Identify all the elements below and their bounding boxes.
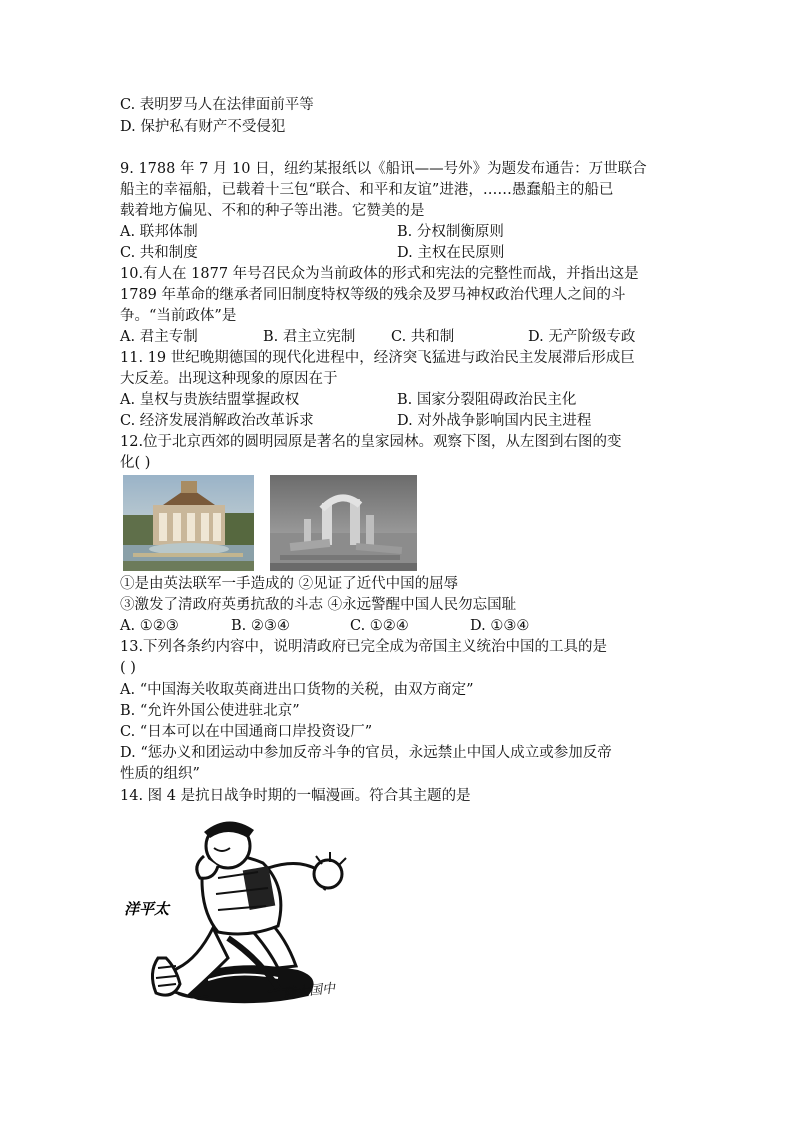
q10-option-c: C. 共和制 bbox=[391, 329, 455, 345]
q12-statements-line1: ①是由英法联军一手造成的 ②见证了近代中国的屈辱 bbox=[120, 576, 459, 592]
yuanmingyuan-ruins-image bbox=[270, 475, 417, 571]
q13-option-c: C. “日本可以在中国通商口岸投资设厂” bbox=[120, 724, 373, 740]
yuanmingyuan-before-image bbox=[123, 475, 254, 571]
q9-stem-line2: 船主的幸福船，已载着十三包“联合、和平和友谊”进港，……愚蠢船主的船已 bbox=[120, 182, 614, 198]
q12-option-d: D. ①③④ bbox=[470, 618, 530, 634]
q9-option-b: B. 分权制衡原则 bbox=[397, 224, 504, 240]
q11-options-row2 bbox=[120, 411, 680, 431]
anti-japanese-war-cartoon bbox=[118, 808, 362, 1008]
q12-stem-line1: 12.位于北京西郊的圆明园原是著名的皇家园林。观察下图，从左图到右图的变 bbox=[120, 434, 622, 450]
q14-stem: 14. 图 4 是抗日战争时期的一幅漫画。符合其主题的是 bbox=[120, 788, 471, 804]
q11-option-a: A. 皇权与贵族结盟掌握政权 bbox=[120, 392, 300, 408]
q10-option-a: A. 君主专制 bbox=[120, 329, 198, 345]
q13-option-a: A. “中国海关收取英商进出口货物的关税，由双方商定” bbox=[120, 682, 474, 698]
q9-option-d: D. 主权在民原则 bbox=[397, 245, 505, 261]
q10-stem-line2: 1789 年革命的继承者同旧制度特权等级的残余及罗马神权政治代理人之间的斗 bbox=[120, 287, 626, 303]
q12-option-b: B. ②③④ bbox=[231, 618, 290, 634]
q13-stem-line2: ( ) bbox=[120, 660, 136, 676]
q8-option-d: D. 保护私有财产不受侵犯 bbox=[120, 119, 286, 135]
q13-option-d-line1: D. “惩办义和团运动中参加反帝斗争的官员，永远禁止中国人成立或参加反帝 bbox=[120, 745, 612, 761]
cartoon-label-china-continent: 陸大国中 bbox=[282, 981, 336, 1002]
q12-option-c: C. ①②④ bbox=[350, 618, 409, 634]
q12-statements-line2: ③激发了清政府英勇抗敌的斗志 ④永远警醒中国人民勿忘国耻 bbox=[120, 597, 517, 613]
cartoon-label-pacific: 洋平太 bbox=[124, 900, 170, 918]
q9-option-c: C. 共和制度 bbox=[120, 245, 198, 261]
q10-option-b: B. 君主立宪制 bbox=[263, 329, 356, 345]
q12-options-row bbox=[120, 616, 680, 636]
q10-stem-line3: 争。“当前政体”是 bbox=[120, 308, 237, 324]
q11-options-row1 bbox=[120, 390, 680, 410]
q9-option-a: A. 联邦体制 bbox=[120, 224, 198, 240]
q13-option-d-line2: 性质的组织” bbox=[120, 766, 200, 782]
q9-options-row1 bbox=[120, 222, 680, 242]
q12-option-a: A. ①②③ bbox=[120, 618, 179, 634]
q9-stem-line1: 9. 1788 年 7 月 10 日，纽约某报纸以《船讯——号外》为题发布通告：万世联合 bbox=[120, 161, 647, 177]
q9-options-row2 bbox=[120, 243, 680, 263]
q8-option-c: C. 表明罗马人在法律面前平等 bbox=[120, 97, 314, 113]
q11-option-b: B. 国家分裂阻碍政治民主化 bbox=[397, 392, 577, 408]
q12-stem-line2: 化( ) bbox=[120, 455, 151, 471]
q11-option-d: D. 对外战争影响国内民主进程 bbox=[397, 413, 592, 429]
q10-option-d: D. 无产阶级专政 bbox=[528, 329, 636, 345]
q13-option-b: B. “允许外国公使进驻北京” bbox=[120, 703, 300, 719]
q11-stem-line2: 大反差。出现这种现象的原因在于 bbox=[120, 371, 338, 387]
q11-stem-line1: 11. 19 世纪晚期德国的现代化进程中，经济突飞猛进与政治民主发展滞后形成巨 bbox=[120, 350, 635, 366]
q13-stem-line1: 13.下列各条约内容中，说明清政府已完全成为帝国主义统治中国的工具的是 bbox=[120, 639, 608, 655]
q9-stem-line3: 载着地方偏见、不和的种子等出港。它赞美的是 bbox=[120, 203, 425, 219]
q10-stem-line1: 10.有人在 1877 年号召民众为当前政体的形式和宪法的完整性而战，并指出这是 bbox=[120, 266, 639, 282]
q10-options-row bbox=[120, 327, 680, 347]
q11-option-c: C. 经济发展消解政治改革诉求 bbox=[120, 413, 314, 429]
